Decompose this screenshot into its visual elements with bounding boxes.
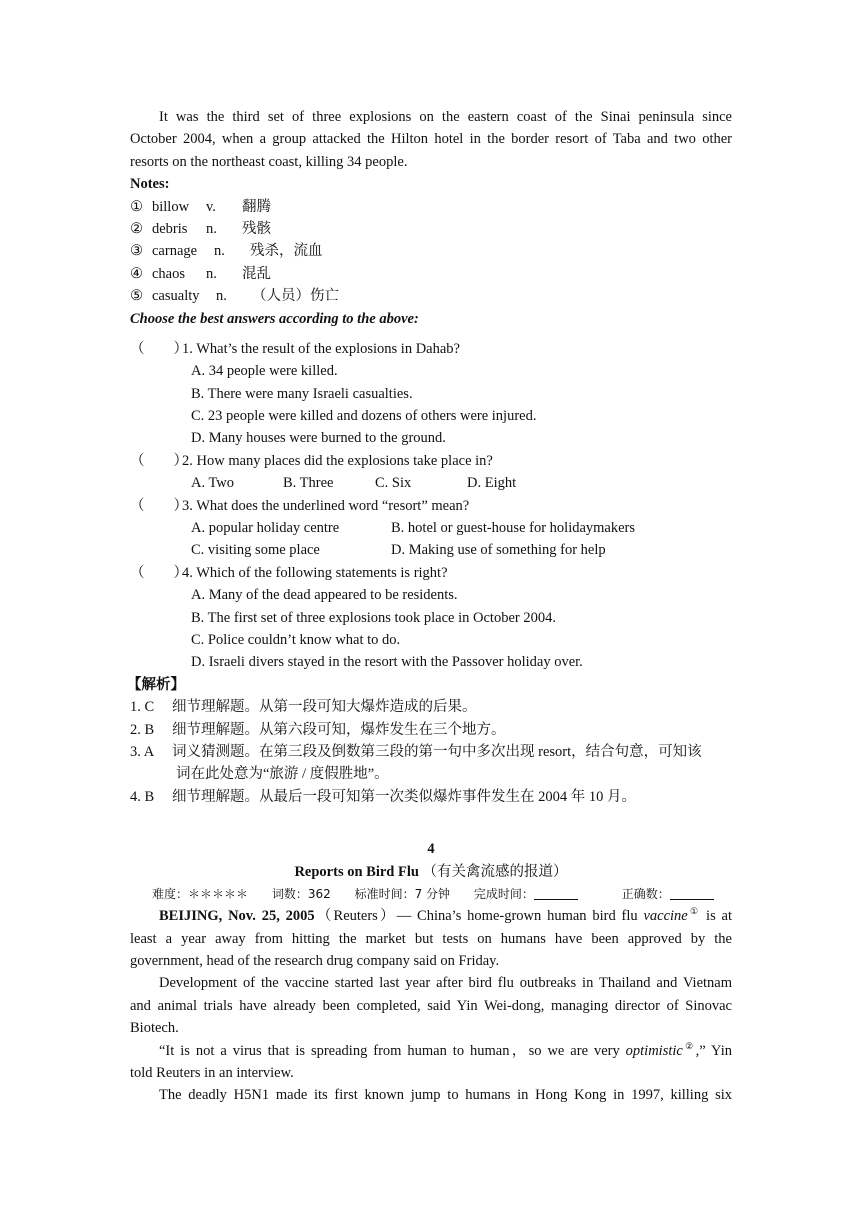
- option-row: [130, 517, 732, 539]
- note-number: ⑤: [130, 288, 143, 305]
- analysis-item: [130, 741, 732, 763]
- option: B. hotel or guest-house for holidaymakers: [391, 520, 636, 537]
- note-number: ③: [130, 243, 143, 260]
- note-number: ④: [130, 265, 143, 282]
- article-title-row: [130, 861, 732, 883]
- glossed-word-optimistic: optimistic: [625, 1042, 683, 1059]
- paragraph-line: told Reuters in an interview.: [130, 1065, 294, 1082]
- article-title: Reports on Bird Flu: [294, 863, 419, 880]
- analysis-text: 细节理解题。从最后一段可知第一次类似爆炸事件发生在 2004 年 10 月。: [172, 788, 636, 805]
- analysis-answer: 4. B: [130, 788, 155, 805]
- paragraph-line: government, head of the research drug company said on Friday.: [130, 953, 500, 970]
- word-count: 词数：362: [271, 886, 331, 901]
- option: C. visiting some place: [191, 542, 320, 559]
- answer-blank[interactable]: （ ）: [130, 497, 188, 514]
- answer-blank[interactable]: （ ）: [130, 340, 188, 357]
- completion-time: [474, 887, 598, 901]
- question: [130, 562, 732, 584]
- paragraph-line: Development of the vaccine started last year after bird flu outbreaks in Thailand and Vietnam: [159, 975, 732, 992]
- option: C. Police couldn’t know what to do.: [191, 631, 401, 648]
- note-pos: n.: [206, 220, 217, 237]
- option-row: [130, 539, 732, 561]
- option: A. popular holiday centre: [191, 520, 340, 537]
- question: [130, 450, 732, 472]
- note-item: [130, 196, 732, 218]
- option: C. 23 people were killed and dozens of others were injured.: [191, 408, 537, 425]
- note-meaning: 残骸: [242, 220, 271, 237]
- option-row: [130, 472, 732, 494]
- option: A. Many of the dead appeared to be residents.: [191, 587, 458, 604]
- note-pos: n.: [214, 243, 225, 260]
- completion-time-blank[interactable]: [534, 887, 578, 900]
- note-word: debris: [152, 220, 188, 237]
- standard-time: 标准时间：7 分钟: [354, 886, 451, 901]
- article-meta: [130, 883, 732, 905]
- analysis-item: [130, 786, 732, 808]
- note-item: [130, 285, 732, 307]
- question-text: 1. What’s the result of the explosions in Dahab?: [182, 340, 460, 357]
- note-pos: v.: [206, 198, 216, 215]
- option: A. 34 people were killed.: [191, 363, 338, 380]
- paragraph-line: resorts on the northeast coast, killing 34 people.: [130, 153, 408, 170]
- note-word: billow: [152, 198, 190, 215]
- analysis-item: [130, 696, 732, 718]
- correct-count-blank[interactable]: [670, 887, 714, 900]
- difficulty: 难度：＊＊＊＊＊: [152, 886, 249, 901]
- paragraph-text: ,” Yin: [695, 1042, 732, 1059]
- note-word: carnage: [152, 243, 198, 260]
- answer-blank[interactable]: （ ）: [130, 564, 188, 581]
- analysis-answer: 1. C: [130, 699, 155, 716]
- option: B. The first set of three explosions took place in October 2004.: [191, 609, 556, 626]
- note-word: chaos: [152, 265, 186, 282]
- option: D. Many houses were burned to the ground.: [191, 430, 446, 447]
- option: D. Eight: [467, 475, 517, 492]
- correct-count: [622, 887, 734, 901]
- note-ref: ②: [682, 1040, 696, 1051]
- note-ref: ①: [687, 906, 701, 917]
- note-meaning: 翻腾: [242, 198, 271, 215]
- note-item: [130, 263, 732, 285]
- paragraph-line: least a year away from hitting the market but tests on humans have been approved by the: [130, 930, 732, 947]
- answer-blank[interactable]: （ ）: [130, 452, 188, 469]
- note-word: casualty: [152, 288, 200, 305]
- note-item: [130, 218, 732, 240]
- article-title-cn: （有关禽流感的报道）: [422, 863, 568, 880]
- option: D. Israeli divers stayed in the resort with the Passover holiday over.: [191, 654, 583, 671]
- instructions: Choose the best answers according to the above:: [130, 310, 419, 327]
- note-number: ②: [130, 220, 143, 237]
- option: B. Three: [283, 475, 334, 492]
- analysis-text-continued: 词在此处意为“旅游 / 度假胜地”。: [176, 766, 389, 783]
- paragraph-line: October 2004, when a group attacked the Hilton hotel in the border resort of Taba and two other: [130, 131, 732, 148]
- paragraph-text: China’s home-grown human bird flu: [411, 908, 644, 925]
- paragraph-line: and animal trials have already been completed, said Yin Wei-dong, managing director of Sinovac: [130, 997, 732, 1014]
- question: [130, 495, 732, 517]
- document-page: [127, 106, 732, 1107]
- paragraph-line: Biotech.: [130, 1020, 179, 1037]
- analysis-text: 细节理解题。从第六段可知，爆炸发生在三个地方。: [172, 721, 506, 738]
- question: [130, 338, 732, 360]
- glossed-word-vaccine: vaccine: [643, 908, 688, 925]
- option: A. Two: [191, 475, 235, 492]
- analysis-text: 细节理解题。从第一段可知大爆炸造成的后果。: [172, 699, 477, 716]
- note-pos: n.: [206, 265, 217, 282]
- article-number: 4: [427, 841, 435, 858]
- note-number: ①: [130, 198, 143, 215]
- option: C. Six: [375, 475, 412, 492]
- note-item: [130, 240, 732, 262]
- paragraph-line: It was the third set of three explosions on the eastern coast of the Sinai peninsula since: [159, 109, 732, 125]
- analysis-text: 词义猜测题。在第三段及倒数第三段的第一句中多次出现 resort，结合句意，可知该: [172, 743, 702, 760]
- question-text: 4. Which of the following statements is right?: [182, 564, 448, 581]
- analysis-answer: 3. A: [130, 743, 155, 760]
- dateline: BEIJING, Nov. 25, 2005: [159, 908, 315, 925]
- paragraph-line: The deadly H5N1 made its first known jump to humans in Hong Kong in 1997, killing six: [159, 1087, 732, 1104]
- source: （Reuters）—: [314, 908, 412, 925]
- analysis-answer: 2. B: [130, 721, 155, 738]
- notes-heading: Notes:: [130, 176, 170, 193]
- question-text: 3. What does the underlined word “resort” mean?: [182, 497, 470, 514]
- note-meaning: 混乱: [242, 265, 271, 282]
- note-meaning: （人员）伤亡: [252, 288, 339, 305]
- option: B. There were many Israeli casualties.: [191, 385, 413, 402]
- correct-count-label: 正确数：: [621, 886, 670, 901]
- paragraph-line: [130, 1040, 732, 1062]
- completion-time-label: 完成时间：: [473, 886, 534, 901]
- option: D. Making use of something for help: [391, 542, 606, 559]
- paragraph-text: is at: [700, 908, 732, 925]
- paragraph-text: “It is not a virus that is spreading from human to human，so we are very: [159, 1042, 626, 1059]
- note-meaning: 残杀，流血: [250, 243, 323, 260]
- analysis-item: [130, 719, 732, 741]
- paragraph-line: [130, 905, 732, 927]
- note-pos: n.: [216, 288, 227, 305]
- analysis-heading: 【解析】: [127, 676, 185, 693]
- question-text: 2. How many places did the explosions take place in?: [182, 452, 493, 469]
